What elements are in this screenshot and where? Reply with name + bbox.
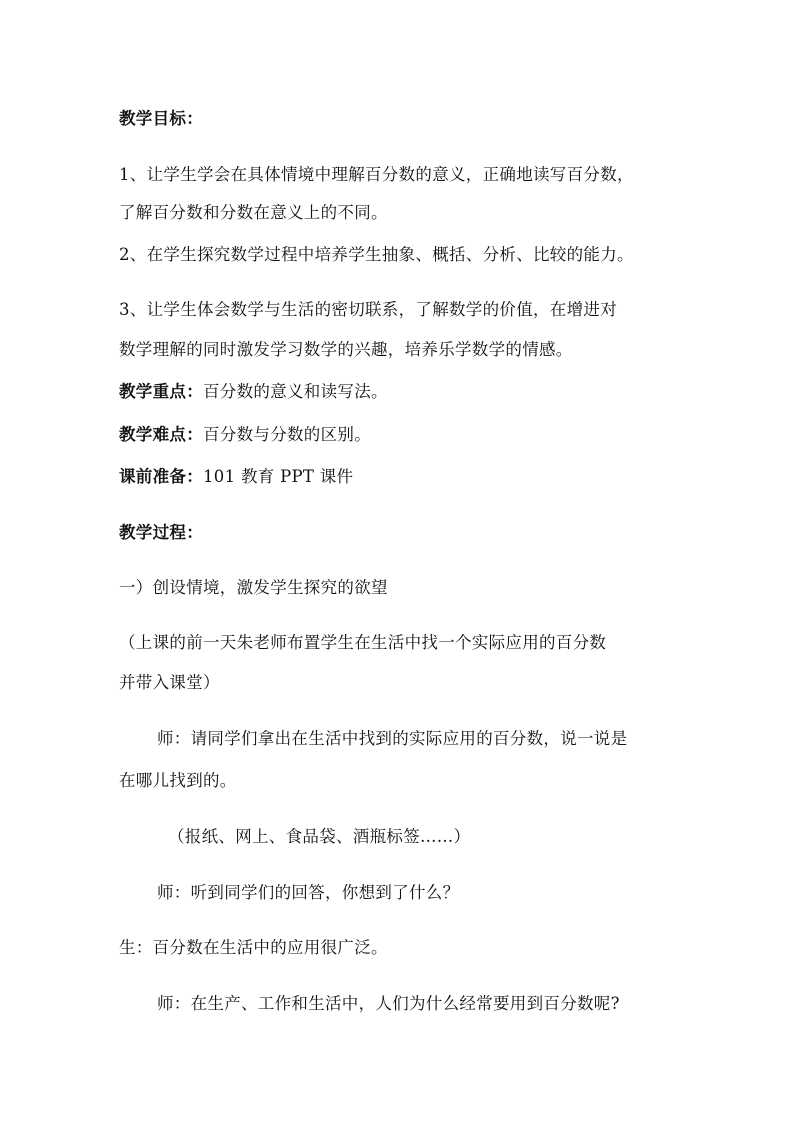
teacher-line-2: 师：听到同学们的回答，你想到了什么？ (157, 883, 460, 902)
process-heading: 教学过程： (119, 523, 203, 542)
key-point-label: 教学重点： (119, 382, 203, 401)
note-line-1: （上课的前一天朱老师布置学生在生活中找一个实际应用的百分数 (119, 633, 607, 652)
objective-3-line-2: 数学理解的同时激发学习数学的兴趣，培养乐学数学的情感。 (119, 340, 573, 359)
objective-2: 2、在学生探究数学过程中培养学生抽象、概括、分析、比较的能力。 (119, 245, 634, 264)
difficulty-text: 百分数与分数的区别。 (203, 425, 371, 444)
difficulty-point (119, 424, 371, 446)
preparation (119, 466, 353, 488)
student-line-1: 生：百分数在生活中的应用很广泛。 (119, 938, 388, 957)
objectives-heading: 教学目标： (119, 109, 203, 128)
examples-line: （报纸、网上、食品袋、酒瓶标签……） (168, 827, 471, 846)
teacher-line-3: 师：在生产、工作和生活中，人们为什么经常要用到百分数呢? (157, 994, 620, 1013)
preparation-text: 101 教育 PPT 课件 (203, 467, 354, 486)
objective-3-line-1: 3、让学生体会数学与生活的密切联系，了解数学的价值，在增进对 (119, 300, 617, 319)
objective-1-line-1: 1、让学生学会在具体情境中理解百分数的意义，正确地读写百分数， (119, 165, 634, 184)
teacher-line-1a: 师：请同学们拿出在生活中找到的实际应用的百分数，说一说是 (157, 729, 628, 748)
note-line-2: 并带入课堂） (119, 673, 220, 692)
section-1-heading: 一）创设情境，激发学生探究的欲望 (119, 578, 388, 597)
key-point (119, 381, 388, 403)
preparation-label: 课前准备： (119, 467, 203, 486)
teacher-line-1b: 在哪儿找到的。 (119, 771, 237, 790)
key-point-text: 百分数的意义和读写法。 (203, 382, 388, 401)
difficulty-label: 教学难点： (119, 425, 203, 444)
objective-1-line-2: 了解百分数和分数在意义上的不同。 (119, 203, 388, 222)
